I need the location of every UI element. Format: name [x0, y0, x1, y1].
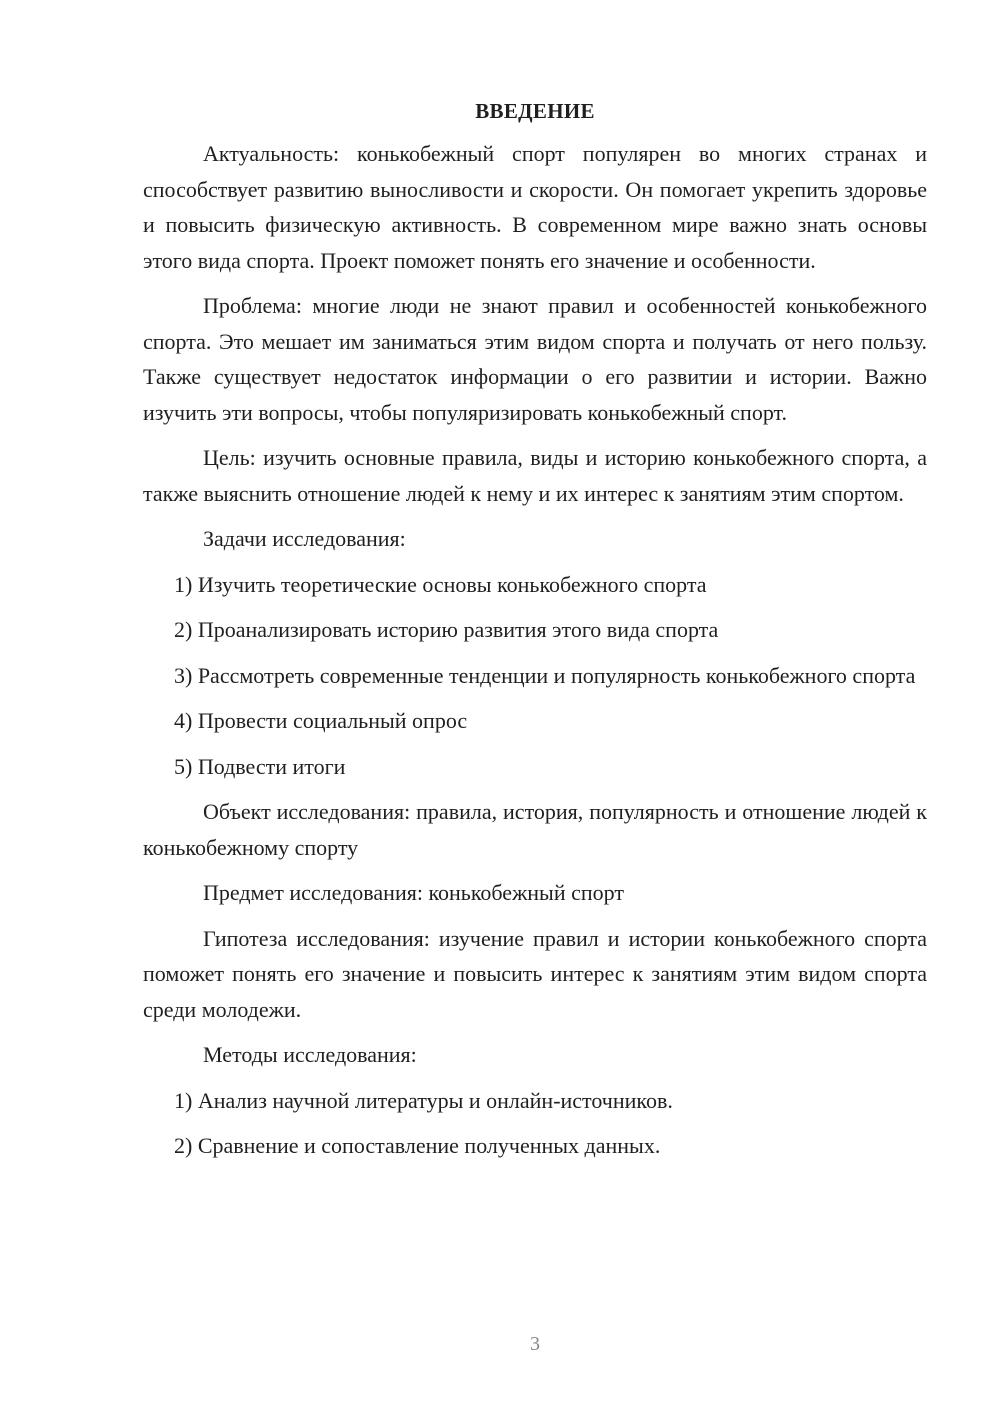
task-item: 2) Проанализировать историю развития этого вида спорта — [174, 617, 719, 642]
tasks-heading: Задачи исследования: — [203, 526, 406, 551]
page-number: 3 — [530, 1333, 540, 1355]
method-item: 2) Сравнение и сопоставление полученных данных. — [174, 1133, 661, 1158]
section-title: ВВЕДЕНИЕ — [475, 99, 595, 123]
task-item: 1) Изучить теоретические основы конькобежного спорта — [174, 571, 707, 597]
hypothesis-paragraph: Гипотеза исследования: изучение правил и истории конькобежного спорта поможет понять его значение и повысить интерес к занятиям этим видом спорта среди молодежи. — [143, 925, 927, 1022]
task-item: 3) Рассмотреть современные тенденции и популярность конькобежного спорта — [174, 662, 916, 688]
problem-paragraph: Проблема: многие люди не знают правил и особенностей конькобежного спорта. Это мешает им заниматься этим видом спорта и получать от него пользу. Также существует недостаток информации о его развитии и истории. Важно изучить эти вопросы, чтобы популяризировать конькобежный спорт. — [143, 293, 927, 425]
task-item: 5) Подвести итоги — [174, 753, 346, 779]
task-item: 4) Провести социальный опрос — [174, 708, 468, 733]
methods-heading: Методы исследования: — [203, 1042, 417, 1067]
page-body — [143, 96, 927, 1174]
goal-paragraph: Цель: изучить основные правила, виды и историю конькобежного спорта, а также выяснить отношение людей к нему и их интерес к занятиям этим спортом. — [143, 445, 927, 506]
object-paragraph: Объект исследования: правила, история, популярность и отношение людей к конькобежному спорту — [143, 799, 927, 860]
subject-paragraph: Предмет исследования: конькобежный спорт — [203, 880, 624, 905]
method-item: 1) Анализ научной литературы и онлайн-источников. — [174, 1087, 673, 1113]
relevance-paragraph: Актуальность: конькобежный спорт популярен во многих странах и способствует развитию выносливости и скорости. Он помогает укрепить здоровье и повысить физическую активность. В современном мире важно знать основы этого вида спорта. Проект поможет понять его значение и особенности. — [143, 141, 927, 273]
